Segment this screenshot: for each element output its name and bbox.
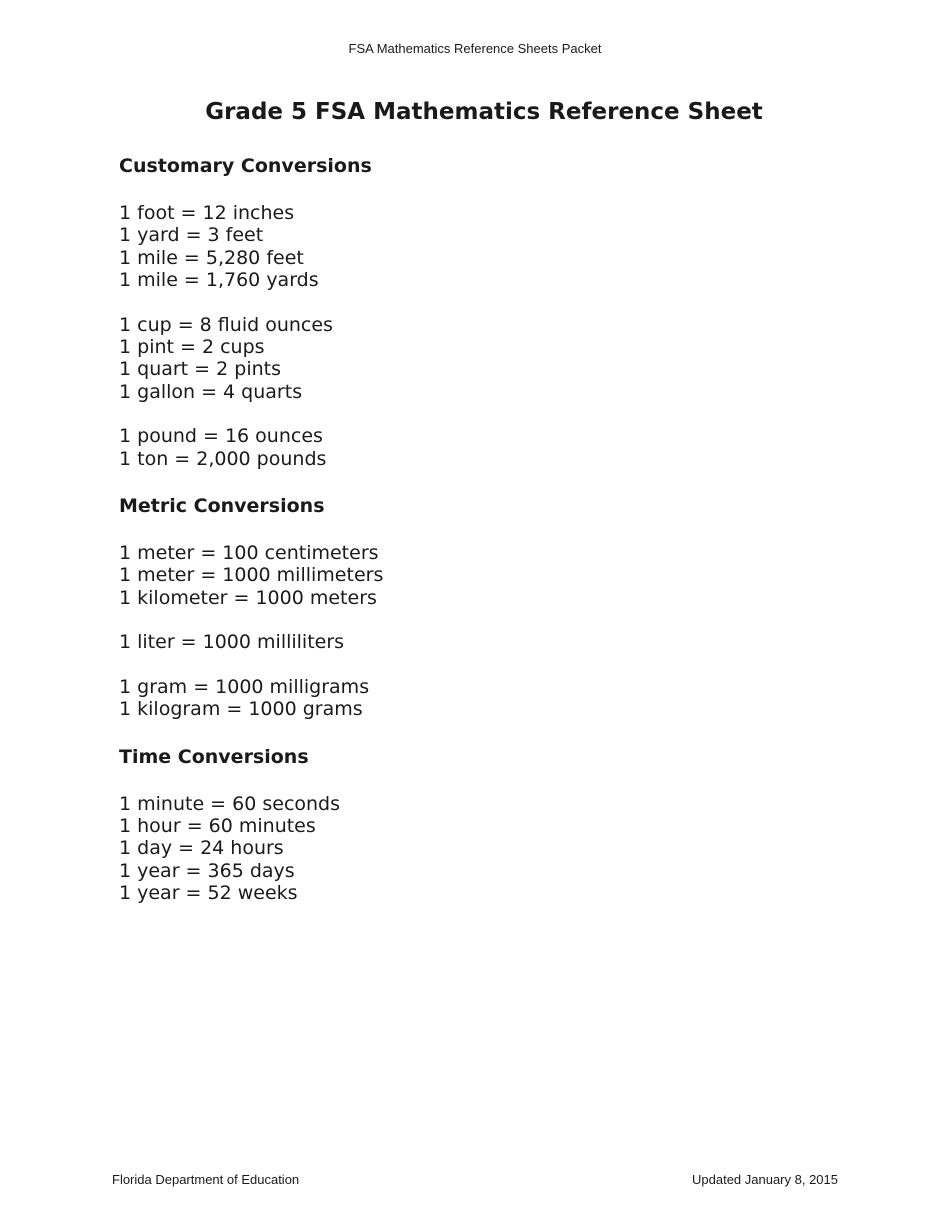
customary-section-title: Customary Conversions	[119, 155, 372, 177]
time-section	[119, 743, 819, 905]
customary-weight-group	[119, 425, 819, 470]
conversion-item: 1 mile = 1,760 yards	[119, 269, 319, 292]
customary-section	[119, 152, 819, 470]
metric-volume-group	[119, 631, 819, 653]
conversion-item: 1 gallon = 4 quarts	[119, 380, 303, 403]
time-section-title: Time Conversions	[119, 745, 309, 768]
footer-updated-date: Updated January 8, 2015	[692, 1172, 838, 1187]
customary-volume-group	[119, 314, 819, 404]
conversion-item: 1 liter = 1000 milliliters	[119, 631, 345, 654]
conversion-item: 1 meter = 100 centimeters	[119, 542, 379, 565]
conversion-item: 1 foot = 12 inches	[119, 202, 295, 224]
customary-length-group	[119, 202, 819, 292]
page-title: Grade 5 FSA Mathematics Reference Sheet	[205, 99, 763, 125]
conversion-item: 1 yard = 3 feet	[119, 224, 264, 247]
conversion-item: 1 mile = 5,280 feet	[119, 246, 304, 269]
metric-mass-group	[119, 676, 819, 721]
conversion-item: 1 gram = 1000 milligrams	[119, 675, 370, 698]
conversion-item: 1 year = 52 weeks	[119, 882, 298, 905]
metric-length-group	[119, 542, 819, 609]
conversion-item: 1 kilometer = 1000 meters	[119, 586, 377, 609]
packet-header: FSA Mathematics Reference Sheets Packet	[348, 41, 602, 56]
conversion-item: 1 day = 24 hours	[119, 837, 284, 860]
time-units-group	[119, 793, 819, 905]
metric-section-title: Metric Conversions	[119, 495, 325, 518]
conversion-item: 1 pound = 16 ounces	[119, 425, 323, 448]
conversion-item: 1 kilogram = 1000 grams	[119, 698, 363, 721]
conversion-item: 1 minute = 60 seconds	[119, 792, 341, 815]
conversion-item: 1 cup = 8 fluid ounces	[119, 313, 333, 336]
footer-organization: Florida Department of Education	[112, 1172, 300, 1187]
conversion-item: 1 ton = 2,000 pounds	[119, 447, 327, 470]
conversion-item: 1 quart = 2 pints	[119, 358, 281, 381]
conversion-item: 1 year = 365 days	[119, 859, 295, 882]
conversion-item: 1 hour = 60 minutes	[119, 814, 316, 837]
conversion-item: 1 meter = 1000 millimeters	[119, 564, 384, 587]
reference-content	[119, 152, 819, 927]
metric-section	[119, 492, 819, 720]
conversion-item: 1 pint = 2 cups	[119, 336, 265, 359]
